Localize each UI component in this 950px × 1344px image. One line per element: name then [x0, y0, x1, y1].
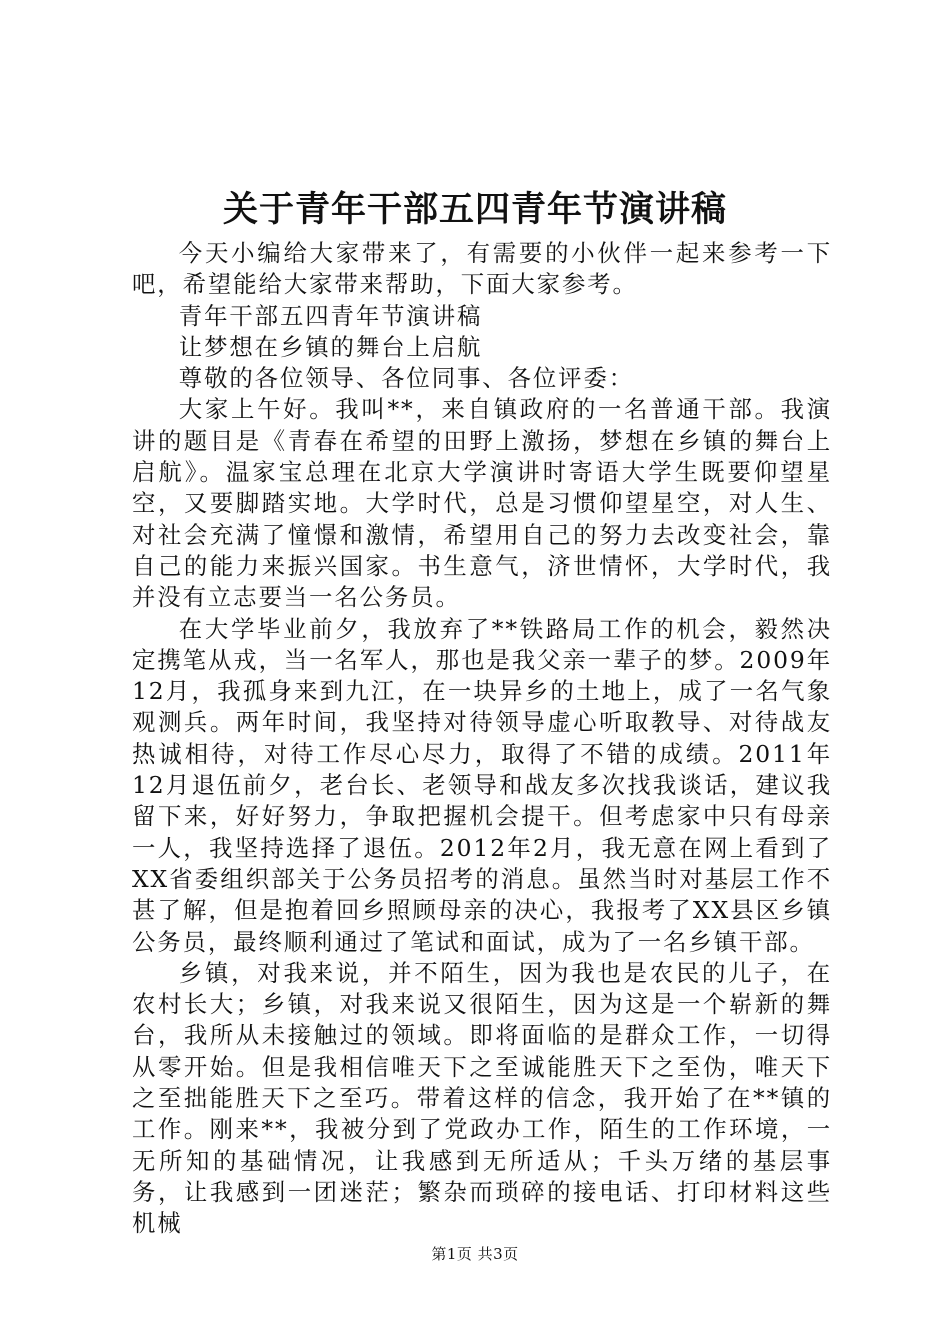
- paragraph-salutation: 尊敬的各位领导、各位同事、各位评委：: [178, 364, 635, 393]
- document-body: [132, 238, 832, 1240]
- paragraph-theme: 让梦想在乡镇的舞台上启航: [178, 332, 483, 361]
- page-number-footer: 第1页 共3页: [431, 1245, 519, 1263]
- paragraph-subtitle: 青年干部五四青年节演讲稿: [178, 301, 483, 330]
- document-title: 关于青年干部五四青年节演讲稿: [222, 189, 727, 230]
- paragraph-township: 乡镇，对我来说，并不陌生，因为我也是农民的儿子，在农村长大；乡镇，对我来说又很陌生，因为这是一个崭新的舞台，我所从未接触过的领域。即将面临的是群众工作，一切得从零开始。但是我相信唯天下之至诚能胜天下之至伪，唯天下之至拙能胜天下之至巧。带着这样的信念，我开始了在**镇的工作。刚来**，我被分到了党政办工作，陌生的工作环境，一无所知的基础情况，让我感到无所适从；千头万绪的基层事务，让我感到一团迷茫；繁杂而琐碎的接电话、打印材料这些机械: [132, 958, 832, 1238]
- paragraph-intro: 今天小编给大家带来了，有需要的小伙伴一起来参考一下吧，希望能给大家带来帮助，下面大家参考。: [132, 239, 832, 299]
- paragraph-self-intro: 大家上午好。我叫**，来自镇政府的一名普通干部。我演讲的题目是《青春在希望的田野上激扬，梦想在乡镇的舞台上启航》。温家宝总理在北京大学演讲时寄语大学生既要仰望星空，又要脚踏实地。大学时代，总是习惯仰望星空，对人生、对社会充满了憧憬和激情，希望用自己的努力去改变社会，靠自己的能力来振兴国家。书生意气，济世情怀，大学时代，我并没有立志要当一名公务员。: [132, 395, 832, 612]
- paragraph-military: 在大学毕业前夕，我放弃了**铁路局工作的机会，毅然决定携笔从戎，当一名军人，那也是我父亲一辈子的梦。2009年12月，我孤身来到九江，在一块异乡的土地上，成了一名气象观测兵。两年时间，我坚持对待领导虚心听取教导、对待战友热诚相待，对待工作尽心尽力，取得了不错的成绩。2011年12月退伍前夕，老台长、老领导和战友多次找我谈话，建议我留下来，好好努力，争取把握机会提干。但考虑家中只有母亲一人，我坚持选择了退伍。2012年2月，我无意在网上看到了XX省委组织部关于公务员招考的消息。虽然当时对基层工作不甚了解，但是抱着回乡照顾母亲的决心，我报考了XX县区乡镇公务员，最终顺利通过了笔试和面试，成为了一名乡镇干部。: [132, 614, 832, 956]
